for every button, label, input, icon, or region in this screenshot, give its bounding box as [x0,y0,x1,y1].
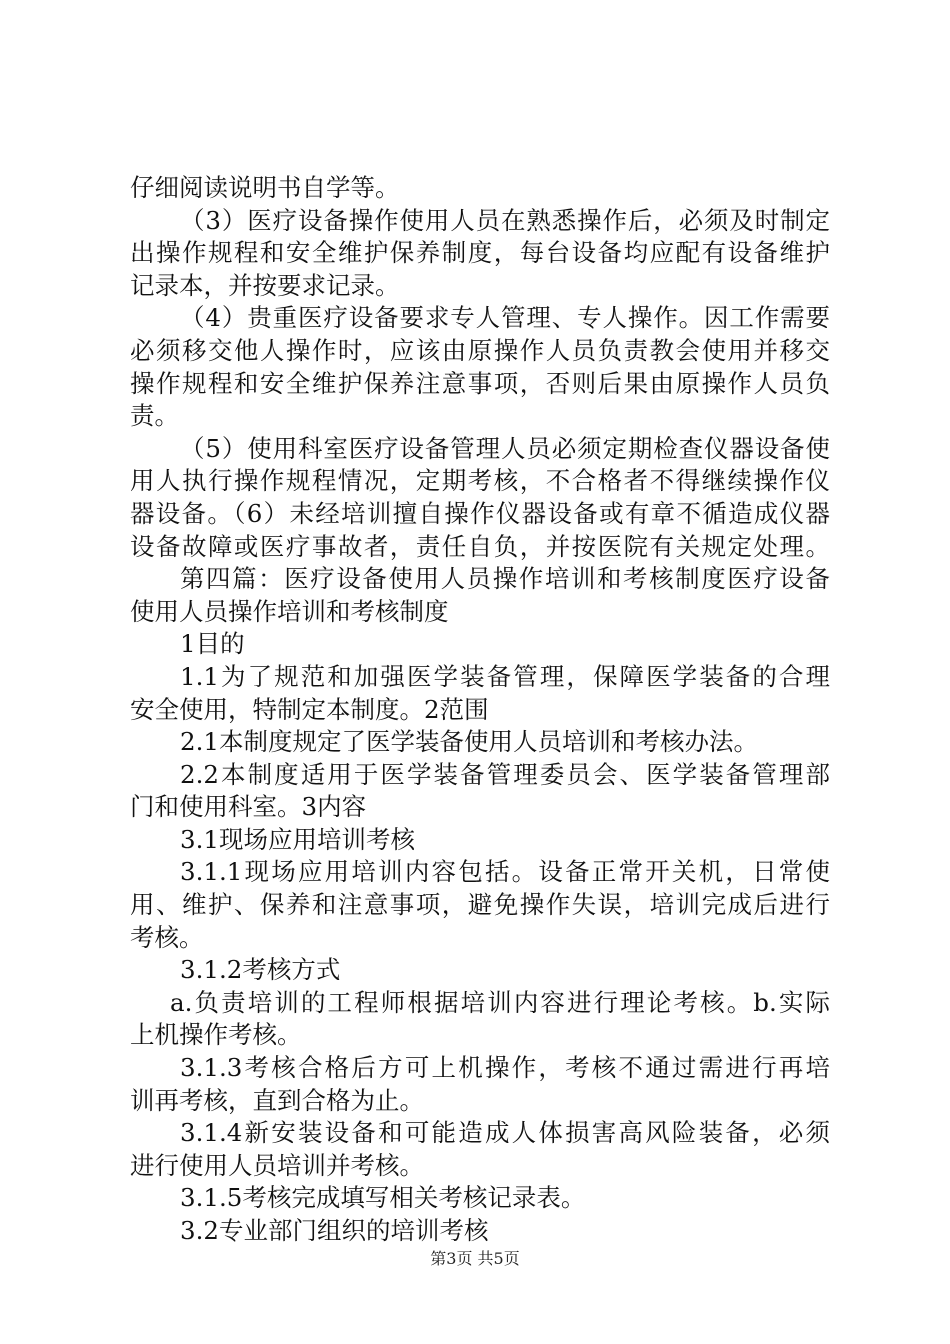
text-line: 3.1.3考核合格后方可上机操作，考核不通过需进行再培 [180,1053,830,1083]
text-line: 2.1本制度规定了医学装备使用人员培训和考核办法。 [180,727,758,757]
text-line: 3.2专业部门组织的培训考核 [180,1216,489,1245]
text-line: a.负责培训的工程师根据培训内容进行理论考核。b.实际 [170,987,830,1017]
text-line: 记录本，并按要求记录。 [130,270,400,300]
text-line: 3.1.2考核方式 [180,955,341,985]
text-line: 责。 [130,401,179,431]
text-line: 考核。 [130,922,204,952]
text-line: 2.2本制度适用于医学装备管理委员会、医学装备管理部 [180,759,830,789]
text-line: 3.1现场应用培训考核 [180,824,415,854]
text-line: 用人执行操作规程情况，定期考核，不合格者不得继续操作仪 [130,466,830,496]
text-line: 上机操作考核。 [130,1020,302,1050]
text-line: （4）贵重医疗设备要求专人管理、专人操作。因工作需要 [180,303,830,333]
text-line: 1.1为了规范和加强医学装备管理，保障医学装备的合理 [180,661,830,691]
text-line: 出操作规程和安全维护保养制度，每台设备均应配有设备维护 [130,238,830,268]
text-line: 安全使用，特制定本制度。2范围 [130,694,489,724]
text-line: 训再考核，直到合格为止。 [130,1085,424,1115]
text-line: 用、维护、保养和注意事项，避免操作失误，培训完成后进行 [130,890,830,920]
text-line: 门和使用科室。3内容 [130,792,367,822]
text-line: 进行使用人员培训并考核。 [130,1150,424,1180]
text-line: 使用人员操作培训和考核制度 [130,596,449,626]
text-line: （3）医疗设备操作使用人员在熟悉操作后，必须及时制定 [180,205,830,235]
text-line: 3.1.4新安装设备和可能造成人体损害高风险装备，必须 [180,1118,830,1148]
page-footer: 第3页 共5页 [430,1249,520,1268]
text-line: 3.1.5考核完成填写相关考核记录表。 [180,1183,586,1213]
document-body [130,172,830,1248]
text-line: （5）使用科室医疗设备管理人员必须定期检查仪器设备使 [180,433,830,463]
text-line: 1目的 [180,629,245,659]
text-line: 设备故障或医疗事故者，责任自负，并按医院有关规定处理。 [130,531,830,561]
text-line: 3.1.1现场应用培训内容包括。设备正常开关机，日常使 [180,857,830,887]
text-line: 操作规程和安全维护保养注意事项，否则后果由原操作人员负 [130,368,830,398]
text-line: 必须移交他人操作时，应该由原操作人员负责教会使用并移交 [130,335,830,365]
text-line: 仔细阅读说明书自学等。 [130,173,400,202]
text-line: 第四篇：医疗设备使用人员操作培训和考核制度医疗设备 [180,564,830,594]
text-line: 器设备。（6）未经培训擅自操作仪器设备或有章不循造成仪器 [130,498,830,528]
